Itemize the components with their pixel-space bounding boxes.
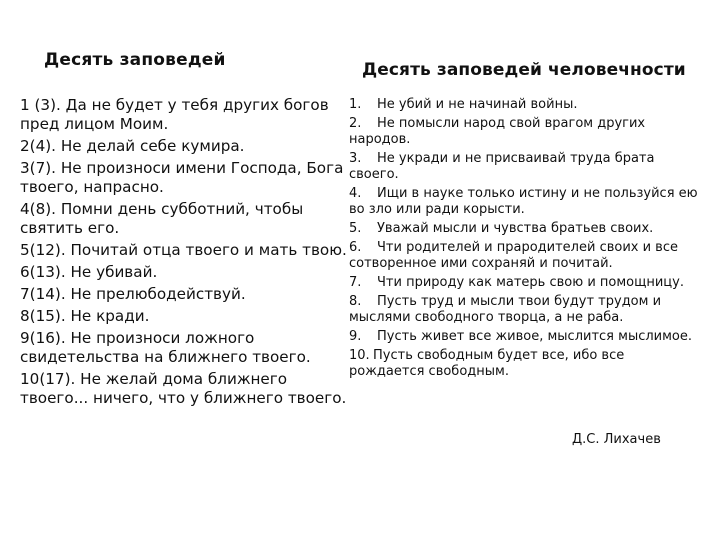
item-text: Пусть свободным будет все, ибо все рождается свободным. xyxy=(349,348,625,379)
commandment-item: 9(16). Не произноси ложного свидетельства на ближнего твоего. xyxy=(20,329,311,366)
item-text: Чти природу как матерь свою и помощницу. xyxy=(377,275,684,290)
item-number: 10. xyxy=(349,348,370,363)
commandment-item: 1 (3). Да не будет у тебя других богов пред лицом Моим. xyxy=(20,96,329,133)
commandment-item: 7(14). Не прелюбодействуй. xyxy=(20,285,246,303)
item-text: Не помысли народ свой врагом других народов. xyxy=(349,116,646,147)
item-number: 8. xyxy=(349,294,362,309)
humanity-item xyxy=(349,221,699,237)
item-number: 7. xyxy=(349,275,362,290)
commandment-item: 10(17). Не желай дома ближнего твоего... ничего, что у ближнего твоего. xyxy=(20,370,347,407)
commandment-item: 5(12). Почитай отца твоего и мать твою. xyxy=(20,241,347,259)
humanity-item xyxy=(349,275,699,291)
item-number: 4. xyxy=(349,186,362,201)
item-number: 2. xyxy=(349,116,362,131)
item-text: Пусть труд и мысли твои будут трудом и мыслями свободного творца, а не раба. xyxy=(349,294,662,325)
left-title: Десять заповедей xyxy=(44,50,226,70)
item-text: Ищи в науке только истину и не пользуйся ею во зло или ради корысти. xyxy=(349,186,698,217)
humanity-item xyxy=(349,329,699,345)
humanity-item xyxy=(349,186,699,218)
item-text: Не укради и не присваивай труда брата своего. xyxy=(349,151,655,182)
item-number: 9. xyxy=(349,329,362,344)
item-number: 1. xyxy=(349,97,362,112)
commandment-item: 3(7). Не произноси имени Господа, Бога твоего, напрасно. xyxy=(20,159,344,196)
item-text: Чти родителей и прародителей своих и все сотворенное ими сохраняй и почитай. xyxy=(349,240,678,271)
humanity-item xyxy=(349,151,699,183)
humanity-item xyxy=(349,97,699,113)
item-number: 6. xyxy=(349,240,362,255)
commandment-item: 8(15). Не кради. xyxy=(20,307,150,325)
right-title: Десять заповедей человечности xyxy=(362,60,686,80)
commandment-item: 4(8). Помни день субботний, чтобы святить его. xyxy=(20,200,304,237)
commandments-list xyxy=(20,96,350,411)
item-number: 3. xyxy=(349,151,362,166)
humanity-item xyxy=(349,348,699,380)
author-signature: Д.С. Лихачев xyxy=(572,432,661,447)
humanity-commandments-list xyxy=(349,97,699,383)
humanity-item xyxy=(349,116,699,148)
item-text: Уважай мысли и чувства братьев своих. xyxy=(377,221,654,236)
item-text: Пусть живет все живое, мыслится мыслимое. xyxy=(377,329,693,344)
humanity-item xyxy=(349,294,699,326)
commandment-item: 2(4). Не делай себе кумира. xyxy=(20,137,245,155)
item-number: 5. xyxy=(349,221,362,236)
item-text: Не убий и не начинай войны. xyxy=(377,97,578,112)
commandment-item: 6(13). Не убивай. xyxy=(20,263,158,281)
humanity-item xyxy=(349,240,699,272)
